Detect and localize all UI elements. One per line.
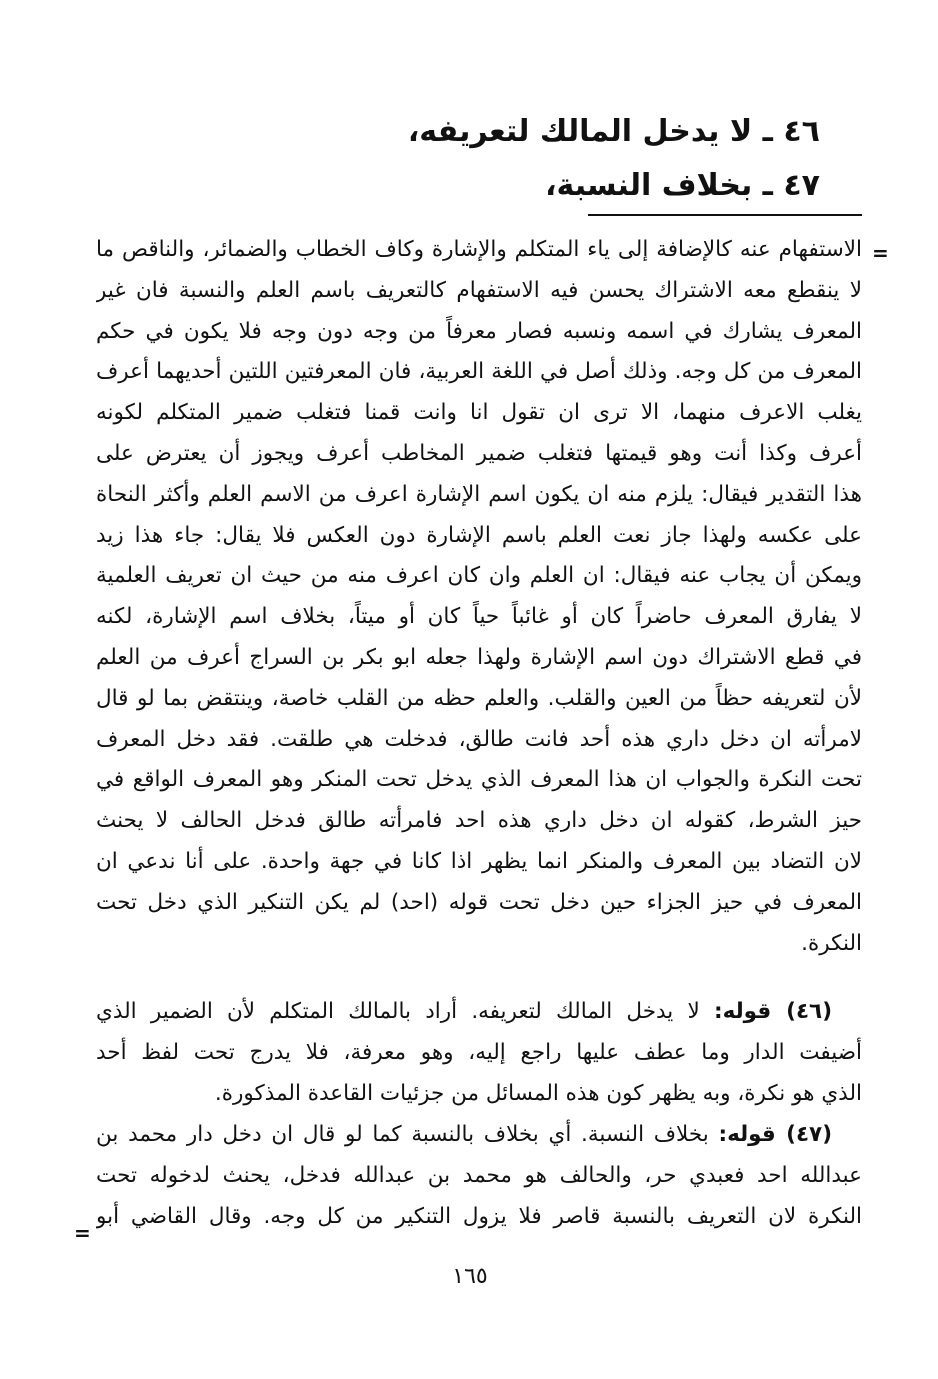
text-line: يغلب الاعرف منهما، الا ترى ان تقول انا وانت قمنا فتغلب ضمير المتكلم لكونه [96,400,862,426]
text-line: أعرف وكذا أنت وهو قيمتها فتغلب ضمير المخاطب أعرف ويجوز أن يعترض على [96,440,862,466]
text-line: تحت النكرة والجواب ان هذا المعرف الذي يدخل تحت المنكر وهو المعرف الواقع في [96,767,862,793]
heading-46: ٤٦ ـ لا يدخل المالك لتعريفه، [407,114,820,149]
text-line: لامرأته ان دخل داري هذه أحد فانت طالق، فدخلت هي طلقت. فقد دخل المعرف [96,726,862,752]
text-line: النكرة لان التعريف بالنسبة قاصر فلا يزول التنكير من كل وجه. وقال القاضي أبو [96,1203,862,1229]
text-line: لا ينقطع معه الاشتراك يحسن فيه الاستفهام كالتعريف باسم العلم والنسبة فان غير [96,277,862,303]
text-line: عبدالله احد فعبدي حر، والحالف هو محمد بن عبدالله فدخل، يحنث لدخوله تحت [96,1162,862,1188]
text-line: الاستفهام عنه كالإضافة إلى ياء المتكلم والإشارة وكاف الخطاب والضمائر، والناقص ما [96,237,862,262]
commentary-text: لا يدخل المالك لتعريفه. أراد بالمالك المتكلم لأن الضمير الذي [96,999,714,1024]
text-line: ويمكن أن يجاب عنه فيقال: ان العلم وان كان اعرف منه من حيث ان تعريف العلمية [96,563,862,589]
text-line: النكرة. [801,930,862,956]
text-line: المعرف من كل وجه. وذلك أصل في اللغة العربية، فان المعرفتين اللتين أحديهما أعرف [96,359,862,385]
commentary-text: بخلاف النسبة. أي بخلاف بالنسبة كما لو قال ان دخل دار محمد بن [96,1122,719,1147]
text-line: هذا التقدير فيقال: يلزم منه ان يكون اسم الإشارة اعرف من الاسم العلم وأكثر النحاة [96,481,862,507]
text-line: المعرف يشارك في اسمه ونسبه فصار معرفاً من وجه دون وجه فلا يكون في حكم [96,318,862,344]
text-line: على عكسه ولهذا جاز نعت العلم باسم الإشارة دون العكس فلا يقال: جاء هذا زيد [96,522,862,548]
footnote-separator [588,214,862,216]
commentary-label: (٤٧) قوله: [718,1122,833,1147]
text-line: لأن لتعريفه حظاً من العين والقلب. والعلم حظه من القلب خاصة، وينتقض بما لو قال [96,685,862,711]
text-line: المعرف في حيز الجزاء حين دخل تحت قوله (احد) لم يكن التنكير الذي دخل تحت [96,889,862,915]
continuation-mark-bottom: = [74,1221,91,1245]
text-line: في قطع الاشتراك دون اسم الإشارة ولهذا جعله ابو بكر بن السراج أعرف من العلم [96,644,862,670]
commentary-first-line [96,992,862,1033]
commentary-47 [96,1115,862,1237]
commentary-label: (٤٦) قوله: [713,999,833,1024]
text-line: حيز الشرط، كقوله ان دخل داري هذه احد فامرأته طالق فدخل الحالف لا يحنث [96,808,862,834]
commentary-first-line [96,1115,862,1156]
text-line: لان التضاد بين المعرف والمنكر انما يظهر اذا كانا في جهة واحدة. على أنا ندعي ان [96,848,862,874]
page-number: ١٦٥ [452,1264,488,1289]
heading-47: ٤٧ ـ بخلاف النسبة، [545,168,820,203]
continuation-mark-top: = [872,241,889,265]
text-line: أضيفت الدار وما عطف عليها راجع إليه، وهو معرفة، فلا يدرج تحت لفظ أحد [96,1039,862,1065]
text-line: الذي هو نكرة، وبه يظهر كون هذه المسائل من جزئيات القاعدة المذكورة. [214,1080,862,1106]
text-line: لا يفارق المعرف حاضراً كان أو غائباً حياً كان أو ميتاً، بخلاف اسم الإشارة، لكنه [96,604,862,630]
commentary-46 [96,992,862,1114]
footnote-continuation [96,230,862,964]
